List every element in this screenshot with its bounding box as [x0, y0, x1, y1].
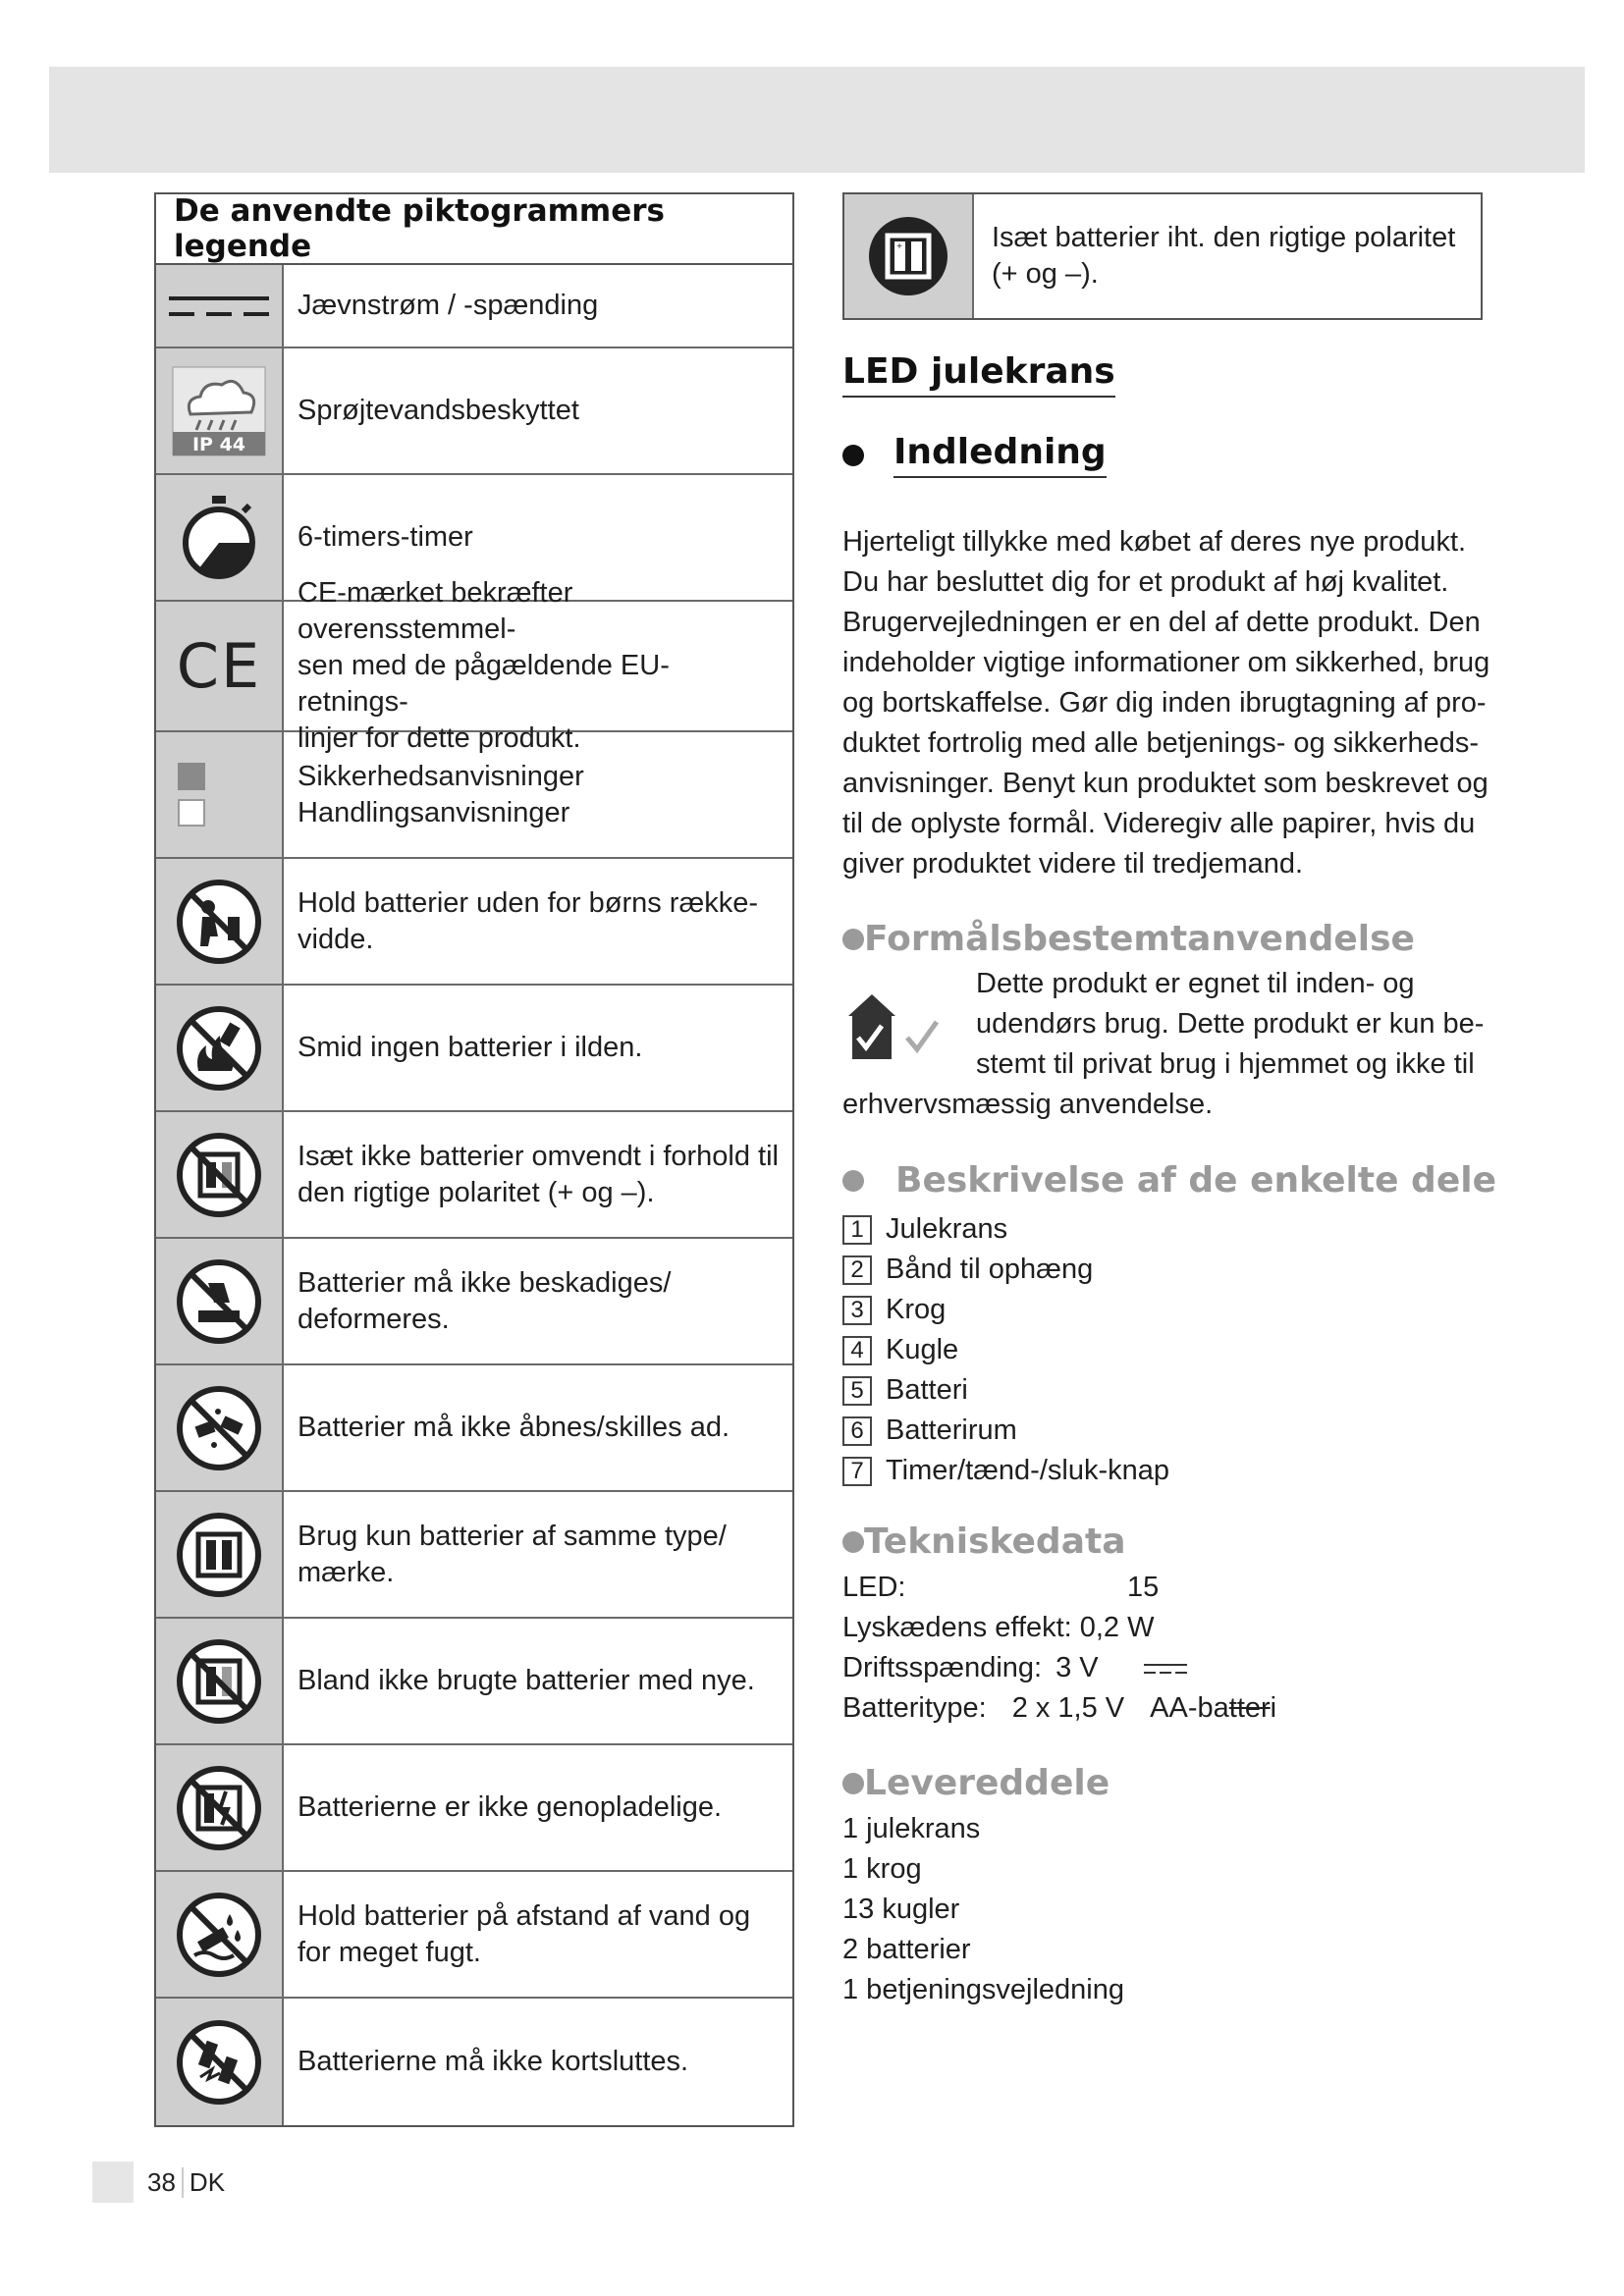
list-item: [842, 1370, 1169, 1411]
legend-text-line: Isæt ikke batterier omvendt i forhold til: [298, 1140, 779, 1172]
legend-row: [156, 859, 792, 986]
list-item: 2 batterier: [842, 1934, 971, 1965]
indoor-outdoor-icon: [842, 987, 945, 1065]
bullet-dot-icon: [842, 1773, 864, 1794]
tech-power-value: 0,2 W: [1079, 1612, 1155, 1643]
tech-voltage-value: 3 V: [1056, 1652, 1099, 1683]
legend-row: [156, 1112, 792, 1239]
legend-row: [156, 1999, 792, 2125]
purpose-line: Dette produkt er egnet til inden- og: [976, 968, 1415, 999]
purpose-line: stemt til privat brug i hjemmet og ikke til: [976, 1048, 1475, 1080]
product-title: LED julekrans: [842, 351, 1115, 398]
list-item: [842, 1209, 1169, 1250]
legend-text-line: deformeres.: [298, 1303, 450, 1335]
legend-row: [156, 1239, 792, 1365]
part-label: Julekrans: [886, 1213, 1008, 1245]
polarity-text-line: (+ og –).: [992, 258, 1099, 290]
list-item: 1 krog: [842, 1853, 922, 1885]
list-item: 1 betjeningsvejledning: [842, 1974, 1124, 2005]
parts-heading: [842, 1160, 1496, 1201]
list-item: 13 kugler: [842, 1894, 960, 1925]
list-item: [842, 1451, 1169, 1491]
part-number: 5: [842, 1376, 872, 1406]
legend-text-line: vidde.: [298, 923, 374, 955]
legend-text-line: den rigtige polaritet (+ og –).: [298, 1176, 655, 1208]
ip44-splash-icon: [156, 348, 284, 473]
battery-type-suffix: i: [1270, 1692, 1277, 1724]
purpose-line: udendørs brug. Dette produkt er kun be-: [976, 1008, 1485, 1040]
no-mix-batteries-icon: [156, 1619, 284, 1743]
intro-line: Hjerteligt tillykke med købet af deres nye produkt.: [842, 526, 1467, 558]
pictogram-legend-table: [154, 192, 794, 2127]
tech-data: [842, 1568, 1276, 1729]
no-children-batteries-icon: [156, 859, 284, 984]
tech-battery-type: [1150, 1688, 1276, 1729]
tech-heading: [842, 1522, 1125, 1562]
tech-battery-label: Batteritype:: [842, 1692, 987, 1724]
part-number: 2: [842, 1255, 872, 1285]
part-number: 4: [842, 1336, 872, 1365]
supplied-heading: [842, 1763, 1110, 1803]
legend-row: [156, 1745, 792, 1872]
intro-line: giver produktet videre til tredjemand.: [842, 848, 1304, 880]
legend-row: [156, 732, 792, 859]
intro-heading-label: Indledning: [893, 432, 1107, 478]
intro-line: til de oplyste formål. Videregiv alle papirer, hvis du: [842, 808, 1476, 839]
legend-text-line: Hold batterier uden for børns række-: [298, 886, 759, 919]
legend-text-line: Handlingsanvisninger: [298, 796, 570, 828]
legend-text-line: 6-timers-timer: [298, 521, 473, 553]
legend-text-line: Batterier må ikke beskadiges/: [298, 1266, 672, 1299]
intro-line: og bortskaffelse. Gør dig inden ibrugtagning af pro-: [842, 687, 1487, 719]
purpose-line: erhvervsmæssig anvendelse.: [842, 1089, 1214, 1120]
legend-row: [156, 577, 792, 754]
svg-text:+: +: [896, 241, 902, 252]
polarity-note-box: [842, 192, 1483, 320]
page-footer: [92, 2162, 225, 2203]
legend-text-line: Jævnstrøm / -spænding: [298, 290, 599, 321]
no-short-circuit-icon: [156, 1999, 284, 2125]
parts-list: [842, 1209, 1169, 1491]
legend-text-line: Batterierne må ikke kortsluttes.: [298, 2046, 689, 2077]
list-item: [842, 1330, 1169, 1370]
legend-row: [156, 1619, 792, 1745]
part-label: Timer/tænd-/sluk-knap: [886, 1455, 1170, 1486]
list-item: [842, 1411, 1169, 1451]
correct-polarity-icon: [844, 194, 974, 318]
legend-text-line: Smid ingen batterier i ilden.: [298, 1032, 643, 1063]
tech-row-power: [842, 1608, 1276, 1648]
battery-type-struck: tter: [1228, 1692, 1271, 1724]
dc-symbol-icon: [156, 265, 284, 347]
no-fire-batteries-icon: [156, 986, 284, 1110]
tech-led-label: LED:: [842, 1572, 906, 1603]
purpose-heading: [842, 919, 1415, 959]
legend-text-line: Batterierne er ikke genopladelige.: [298, 1791, 723, 1823]
bullet-dot-icon: [842, 1170, 864, 1192]
supplied-heading-label: Levereddele: [864, 1763, 1110, 1803]
supplied-list: [842, 1809, 1124, 2010]
tech-voltage-label: Driftsspænding:: [842, 1652, 1043, 1683]
intro-line: Brugervejledningen er en del af dette produkt. Den: [842, 607, 1481, 638]
legend-text-line: Hold batterier på afstand af vand og: [298, 1899, 751, 1932]
page-number: 38: [147, 2166, 176, 2197]
tech-row-battery: [842, 1688, 1276, 1729]
tech-row-voltage: [842, 1648, 1276, 1688]
legend-text-line: Sikkerhedsanvisninger: [298, 760, 584, 792]
intro-line: duktet fortrolig med alle betjenings- og sikkerheds-: [842, 727, 1479, 759]
intro-line: Du har besluttet dig for et produkt af høj kvalitet.: [842, 566, 1449, 598]
part-number: 1: [842, 1215, 872, 1245]
no-reverse-polarity-icon: [156, 1112, 284, 1237]
purpose-text-indented: [976, 964, 1484, 1085]
not-rechargeable-icon: [156, 1745, 284, 1870]
legend-text-line: Sprøjtevandsbeskyttet: [298, 395, 579, 426]
legend-row: [156, 1365, 792, 1492]
part-label: Kugle: [886, 1334, 959, 1365]
legend-row: [156, 265, 792, 348]
same-type-batteries-icon: [156, 1492, 284, 1617]
legend-text-line: for meget fugt.: [298, 1936, 481, 1968]
legend-row: [156, 1872, 792, 1999]
tech-battery-value: 2 x 1,5 V: [1011, 1692, 1125, 1724]
tech-power-label: Lyskædens effekt:: [842, 1612, 1072, 1643]
polarity-text-line: Isæt batterier iht. den rigtige polaritet: [992, 222, 1456, 253]
bullet-dot-icon: [842, 445, 864, 466]
legend-row: [156, 986, 792, 1112]
battery-type-prefix: AA-ba: [1150, 1692, 1229, 1724]
part-label: Bånd til ophæng: [886, 1254, 1094, 1285]
legend-text-line: CE-mærket bekræfter overensstemmel-: [298, 577, 573, 645]
tech-heading-label: Tekniskedata: [864, 1522, 1126, 1562]
part-label: Batteri: [886, 1374, 968, 1406]
no-water-batteries-icon: [156, 1872, 284, 1997]
no-damage-batteries-icon: [156, 1239, 284, 1363]
list-item: [842, 1290, 1169, 1330]
header-bar: [49, 67, 1585, 173]
footer-square: [92, 2162, 134, 2203]
ce-mark-icon: [156, 602, 284, 730]
part-label: Krog: [886, 1294, 947, 1325]
bullet-dot-icon: [842, 929, 864, 950]
ip44-badge-text: IP 44: [191, 433, 246, 455]
purpose-heading-label: Formålsbestemtanvendelse: [864, 919, 1415, 959]
list-item: [842, 1250, 1169, 1290]
tech-row-led: [842, 1568, 1276, 1608]
legend-text-line: Bland ikke brugte batterier med nye.: [298, 1665, 755, 1696]
part-number: 6: [842, 1416, 872, 1446]
legend-title: De anvendte piktogrammers legende: [156, 194, 792, 265]
ce-mark-text: CE: [176, 630, 262, 702]
no-open-batteries-icon: [156, 1365, 284, 1490]
intro-line: indeholder vigtige informationer om sikkerhed, brug: [842, 647, 1490, 678]
dc-symbol-icon: [1144, 1661, 1187, 1677]
legend-text-line: sen med de pågældende EU-retnings-: [298, 650, 670, 718]
legend-text-line: Batterier må ikke åbnes/skilles ad.: [298, 1412, 731, 1443]
timer-icon: [156, 475, 284, 600]
tech-led-value: 15: [1127, 1572, 1160, 1603]
intro-line: anvisninger. Benyt kun produktet som beskrevet og: [842, 768, 1489, 799]
legend-text-line: linjer for dette produkt.: [298, 722, 581, 754]
legend-text-line: Brug kun batterier af samme type/: [298, 1520, 727, 1552]
instruction-squares-icon: [156, 732, 284, 857]
intro-paragraph: [842, 522, 1490, 884]
parts-heading-label: Beskrivelse af de enkelte dele: [895, 1160, 1496, 1201]
bullet-dot-icon: [842, 1531, 864, 1553]
part-label: Batterirum: [886, 1415, 1017, 1446]
language-code: DK: [182, 2167, 225, 2198]
purpose-text-full: [842, 1085, 1213, 1125]
legend-row: [156, 1492, 792, 1619]
list-item: 1 julekrans: [842, 1813, 981, 1844]
legend-text-line: mærke.: [298, 1556, 395, 1588]
legend-row: [156, 348, 792, 475]
part-number: 3: [842, 1296, 872, 1325]
part-number: 7: [842, 1457, 872, 1486]
intro-heading: [842, 432, 1107, 478]
